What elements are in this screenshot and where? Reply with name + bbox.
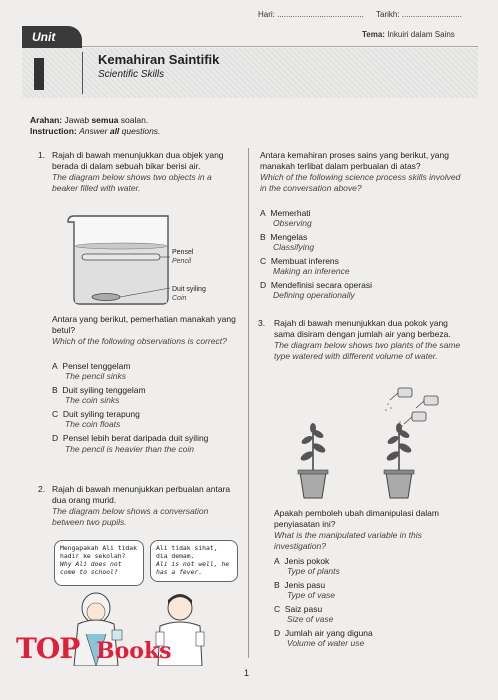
q1-number: 1.	[38, 150, 46, 160]
q2-option-b[interactable]: B Mengelas Classifying	[260, 232, 315, 252]
q2-option-c[interactable]: C Membuat inferens Making an inference	[260, 256, 350, 276]
label-coin: Duit syiling Coin	[172, 286, 206, 302]
q3-stem: Rajah di bawah menunjukkan dua pokok yang sama disiram dengan jumlah air yang berbeza. The diagram below shows two plants of the same type watered with different volume of water.	[274, 318, 461, 361]
speech-bubble-1: Mengapakah Ali tidak hadir ke sekolah? Why Ali does not come to school?	[54, 540, 144, 586]
q2-number: 2.	[38, 484, 46, 494]
header-banner	[22, 48, 478, 98]
q2-stem: Rajah di bawah menunjukkan perbualan antara dua orang murid. The diagram below shows a conversation between two pupils.	[52, 484, 231, 527]
page-title: Kemahiran Saintifik	[98, 52, 220, 67]
header-rule	[82, 46, 478, 47]
q1-question: Antara yang berikut, pemerhatian manakah yang betul? Which of the following observations is correct?	[52, 314, 236, 346]
q1-option-b[interactable]: B Duit syiling tenggelam The coin sinks	[52, 385, 146, 405]
q3-option-d[interactable]: D Jumlah air yang diguna Volume of water use	[274, 628, 373, 648]
watermark-logo-books: Books	[96, 638, 172, 664]
q1-option-c[interactable]: C Duit syiling terapung The coin floats	[52, 409, 140, 429]
tarikh-field: Tarikh: ...........................	[376, 10, 462, 19]
header-separator	[82, 52, 83, 94]
page-subtitle: Scientific Skills	[98, 69, 165, 80]
q1-option-a[interactable]: A Pensel tenggelam The pencil sinks	[52, 361, 131, 381]
q2-option-a[interactable]: A Memerhati Observing	[260, 208, 312, 228]
instruction-en: Instruction: Answer all questions.	[30, 126, 161, 136]
instruction-ms: Arahan: Jawab semua soalan.	[30, 115, 149, 125]
q3-number: 3.	[258, 318, 266, 328]
page-number: 1	[244, 668, 250, 678]
beaker-diagram	[60, 208, 250, 308]
plants-diagram	[288, 386, 458, 501]
tema-label: Tema: Inkuiri dalam Sains	[362, 30, 455, 39]
watermark-logo-top: TOP	[16, 632, 80, 665]
q3-option-a[interactable]: A Jenis pokok Type of plants	[274, 556, 340, 576]
label-pencil: Pensel Pencil	[172, 249, 194, 265]
speech-bubble-2: Ali tidak sihat, dia demam. Ali is not well, he has a fever.	[150, 540, 238, 582]
hari-field: Hari: .......................................	[258, 10, 364, 19]
q2-question: Antara kemahiran proses sains yang berikut, yang manakah terlibat dalam perbualan di atas? Which of the following science process skills involved in the conversation above?	[260, 150, 461, 193]
q3-option-c[interactable]: C Saiz pasu Size of vase	[274, 604, 334, 624]
q1-stem: Rajah di bawah menunjukkan dua objek yang berada di dalam sebuah bikar berisi air. The diagram below shows two objects in a beaker filled with water.	[52, 150, 224, 193]
q1-option-d[interactable]: D Pensel lebih berat daripada duit syiling The pencil is heavier than the coin	[52, 433, 209, 454]
unit-tab: Unit	[22, 26, 82, 48]
q3-question: Apakah pemboleh ubah dimanipulasi dalam penyiasatan ini? What is the manipulated variable in this investigation?	[274, 508, 439, 551]
unit-number-bar	[34, 58, 44, 90]
q3-option-b[interactable]: B Jenis pasu Type of vase	[274, 580, 336, 600]
q2-option-d[interactable]: D Mendefinisi secara operasi Defining operationally	[260, 280, 372, 300]
